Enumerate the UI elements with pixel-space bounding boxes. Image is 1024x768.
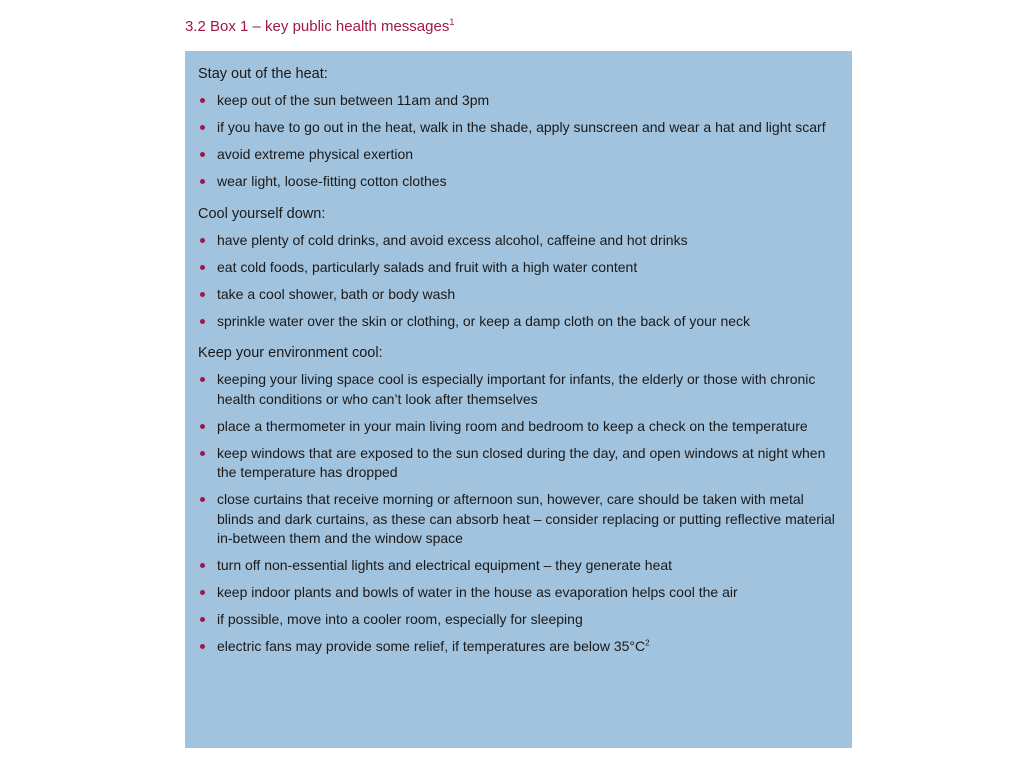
bullet-icon: [200, 590, 205, 595]
list-item: [197, 285, 838, 305]
list-item-text: keep windows that are exposed to the sun closed during the day, and open windows at night when the temperature has dropped: [217, 444, 826, 480]
list-item: [197, 556, 838, 576]
page-heading: [185, 18, 454, 35]
list-item: [197, 145, 838, 165]
list-item: [197, 490, 838, 549]
list-item-text: take a cool shower, bath or body wash: [217, 285, 456, 302]
list-item: [197, 172, 838, 192]
list-item-text: wear light, loose-fitting cotton clothes: [217, 173, 447, 189]
bullet-icon: [200, 265, 205, 270]
list-item: [197, 231, 838, 251]
list-item: [197, 370, 838, 409]
bullet-icon: [200, 424, 205, 429]
list-item-text: place a thermometer in your main living room and bedroom to keep a check on the temperature: [217, 417, 808, 434]
list-item-text: keep indoor plants and bowls of water in the house as evaporation helps cool the air: [217, 584, 738, 600]
bullet-icon: [200, 377, 205, 382]
list-item-text: have plenty of cold drinks, and avoid excess alcohol, caffeine and hot drinks: [217, 231, 688, 248]
list-item-text: sprinkle water over the skin or clothing, or keep a damp cloth on the back of your neck: [217, 312, 751, 329]
list-item-text: keeping your living space cool is especially important for infants, the elderly or those with chronic health conditions or who can’t look after themselves: [217, 371, 816, 407]
section-title: Keep your environment cool:: [198, 345, 383, 361]
bullet-list: [197, 370, 838, 657]
bullet-list: [197, 91, 838, 192]
bullet-icon: [200, 98, 205, 103]
bullet-icon: [200, 563, 205, 568]
bullet-icon: [200, 292, 205, 297]
list-item: [197, 610, 838, 630]
section-keep-environment-cool: [197, 344, 838, 657]
bullet-icon: [200, 319, 205, 324]
health-messages-box: [185, 51, 852, 748]
list-item-text: turn off non-essential lights and electrical equipment – they generate heat: [217, 557, 673, 573]
list-item: [197, 91, 838, 111]
list-item-text: if possible, move into a cooler room, especially for sleeping: [217, 611, 583, 627]
section-cool-yourself-down: [197, 205, 838, 332]
list-item-text: eat cold foods, particularly salads and fruit with a high water content: [217, 258, 638, 275]
list-item: [197, 118, 838, 138]
bullet-icon: [200, 644, 205, 649]
list-item: [197, 258, 838, 278]
list-item-text: close curtains that receive morning or afternoon sun, however, care should be taken with metal blinds and dark curtains, as these can absorb heat – consider replacing or putting reflective material in-between them and the window space: [217, 491, 835, 546]
section-title: Stay out of the heat:: [198, 66, 328, 82]
footnote-marker: 2: [645, 638, 650, 648]
bullet-list: [197, 231, 838, 332]
bullet-icon: [200, 451, 205, 456]
bullet-icon: [200, 497, 205, 502]
list-item: [197, 312, 838, 332]
bullet-icon: [200, 238, 205, 243]
list-item: [197, 444, 838, 483]
list-item-text: avoid extreme physical exertion: [217, 146, 414, 162]
list-item: [197, 637, 838, 657]
list-item: [197, 417, 838, 437]
bullet-icon: [200, 125, 205, 130]
list-item-text: if you have to go out in the heat, walk in the shade, apply sunscreen and wear a hat and light scarf: [217, 119, 826, 135]
bullet-icon: [200, 617, 205, 622]
bullet-icon: [200, 152, 205, 157]
list-item-text: electric fans may provide some relief, if temperatures are below 35°C: [217, 638, 646, 654]
list-item-text: keep out of the sun between 11am and 3pm: [217, 92, 490, 108]
bullet-icon: [200, 179, 205, 184]
section-stay-out-of-heat: [197, 65, 838, 192]
heading-footnote-marker: 1: [449, 17, 455, 27]
heading-text: 3.2 Box 1 – key public health messages: [185, 18, 450, 35]
list-item: [197, 583, 838, 603]
section-title: Cool yourself down:: [198, 205, 326, 222]
